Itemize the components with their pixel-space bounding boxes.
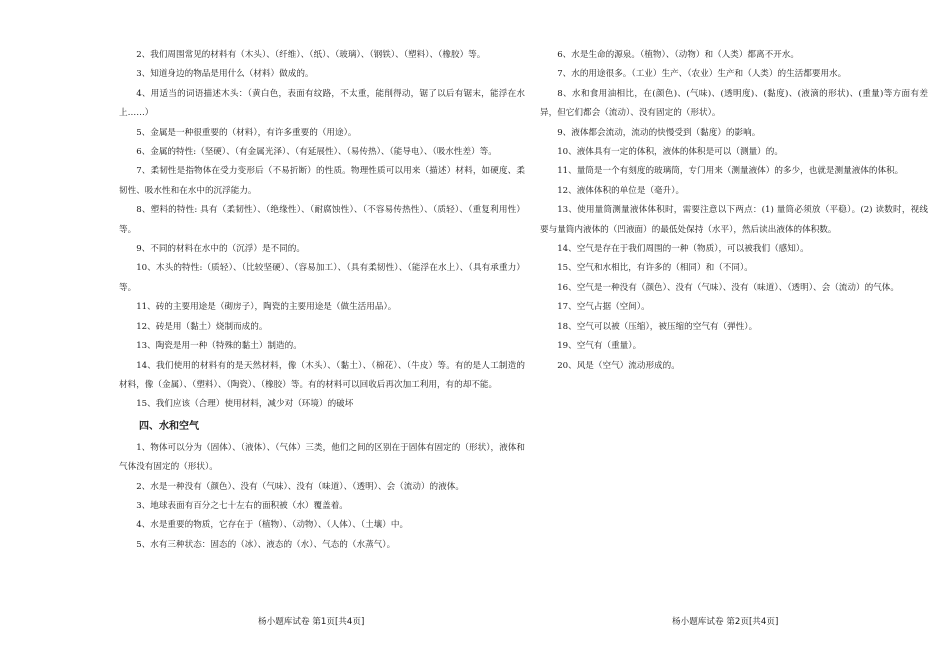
question-item: 14、我们使用的材料有的是天然材料，像（木头）、（黏土）、（棉花）、（牛皮）等。有的是人工制造的材料，像（金属）、（塑料）、（陶瓷）、（橡胶）等。有的材料可以回收后再次加工利用，有的却不能。: [119, 360, 525, 390]
question-item: 1、物体可以分为（固体）、（液体）、（气体）三类，他们之间的区别在于固体有固定的（形状），液体和气体没有固定的（形状）。: [119, 442, 525, 473]
question-item: 5、水有三种状态：固态的（冰）、液态的（水）、气态的（水蒸气）。: [136, 539, 396, 550]
question-item: 18、空气可以被（压缩），被压缩的空气有（弹性）。: [557, 321, 758, 332]
question-item: 16、空气是一种没有（颜色）、没有（气味）、没有（味道）、（透明）、会（流动）的气体。: [557, 282, 899, 293]
question-item: 9、液体都会流动，流动的快慢受到（黏度）的影响。: [557, 127, 761, 138]
question-item: 12、砖是用（黏土）烧制而成的。: [136, 321, 268, 332]
page-footer-right: 杨小题库试卷 第2页[共4页]: [672, 617, 779, 627]
question-item: 5、金属是一种很重要的（材料），有许多重要的（用途）。: [136, 127, 357, 138]
section-heading: 四、水和空气: [139, 420, 199, 432]
question-item: 10、木头的特性:（质轻）、（比较坚硬）、（容易加工）、（具有柔韧性）、（能浮在水上）、（具有承重力）等。: [119, 263, 525, 293]
question-item: 7、柔韧性是指物体在受力变形后（不易折断）的性质。物理性质可以用来（描述）材料，如硬度、柔韧性、吸水性和在水中的沉浮能力。: [119, 166, 525, 196]
question-item: 17、空气占据（空间）。: [557, 302, 650, 313]
question-item: 3、地球表面有百分之七十左右的面积被（水）覆盖着。: [136, 500, 348, 511]
question-item: 8、水和食用油相比，在(颜色)、(气味)、(透明度)、(黏度)、(液滴的形状)、(重量)等方面有差异，但它们都会（流动）、没有固定的（形状）。: [540, 88, 928, 119]
question-item: 2、水是一种没有（颜色）、没有（气味）、没有（味道）、（透明）、会（流动）的液体。: [136, 481, 464, 492]
left-column: [119, 46, 525, 555]
question-item: 6、金属的特性:（坚硬）、（有金属光泽）、（有延展性）、（易传热）、（能导电）、（吸水性差）等。: [136, 147, 497, 158]
question-item: 8、塑料的特性: 具有（柔韧性）、（绝缘性）、（耐腐蚀性）、（不容易传热性）、（质轻）、（重复利用性）等。: [119, 205, 525, 235]
question-item: 7、水的用途很多。（工业）生产、（农业）生产和（人类）的生活都要用水。: [557, 69, 847, 80]
question-item: 9、不同的材料在水中的（沉浮）是不同的。: [136, 244, 305, 255]
question-item: 11、砖的主要用途是（砌房子），陶瓷的主要用途是（做生活用品）。: [136, 302, 397, 313]
question-item: 13、使用量筒测量液体体积时，需要注意以下两点：(1) 量筒必须放（平稳）。(2) 读数时，视线要与量筒内液体的（凹液面）的最低处保持（水平），然后读出液体的体积数。: [540, 205, 928, 235]
question-item: 13、陶瓷是用一种（特殊的黏土）制造的。: [136, 341, 302, 352]
question-item: 4、水是重要的物质，它存在于（植物）、（动物）、（人体）、（土壤）中。: [136, 520, 409, 531]
question-item: 19、空气有（重量）。: [557, 341, 642, 352]
question-item: 20、风是（空气）流动形成的。: [557, 360, 680, 371]
question-item: 12、液体体积的单位是（毫升）。: [557, 185, 685, 196]
question-item: 14、空气是存在于我们周围的一种（物质），可以被我们（感知）。: [557, 244, 809, 255]
right-column: [540, 46, 928, 376]
page-footer-left: 杨小题库试卷 第1页[共4页]: [258, 617, 365, 627]
question-item: 11、量筒是一个有刻度的玻璃筒，专门用来（测量液体）的多少，也就是测量液体的体积。: [557, 166, 904, 177]
question-item: 15、空气和水相比，有许多的（相同）和（不同）。: [557, 263, 753, 274]
question-item: 15、我们应该（合理）使用材料，减少对（环境）的破坏: [136, 399, 354, 410]
question-item: 6、水是生命的源泉。（植物）、（动物）和（人类）都离不开水。: [557, 50, 799, 60]
question-item: 3、知道身边的物品是用什么（材料）做成的。: [136, 69, 314, 80]
question-item: 2、我们周围常见的材料有（木头）、（纤维）、（纸）、（玻璃）、（钢铁）、（塑料）、（橡胶）等。: [136, 50, 486, 60]
question-item: 10、液体具有一定的体积，液体的体积是可以（测量）的。: [557, 147, 783, 158]
question-item: 4、用适当的词语描述木头：（黄白色，表面有纹路，不太重，能削得动，锯了以后有锯末，能浮在水上……）: [119, 88, 525, 119]
